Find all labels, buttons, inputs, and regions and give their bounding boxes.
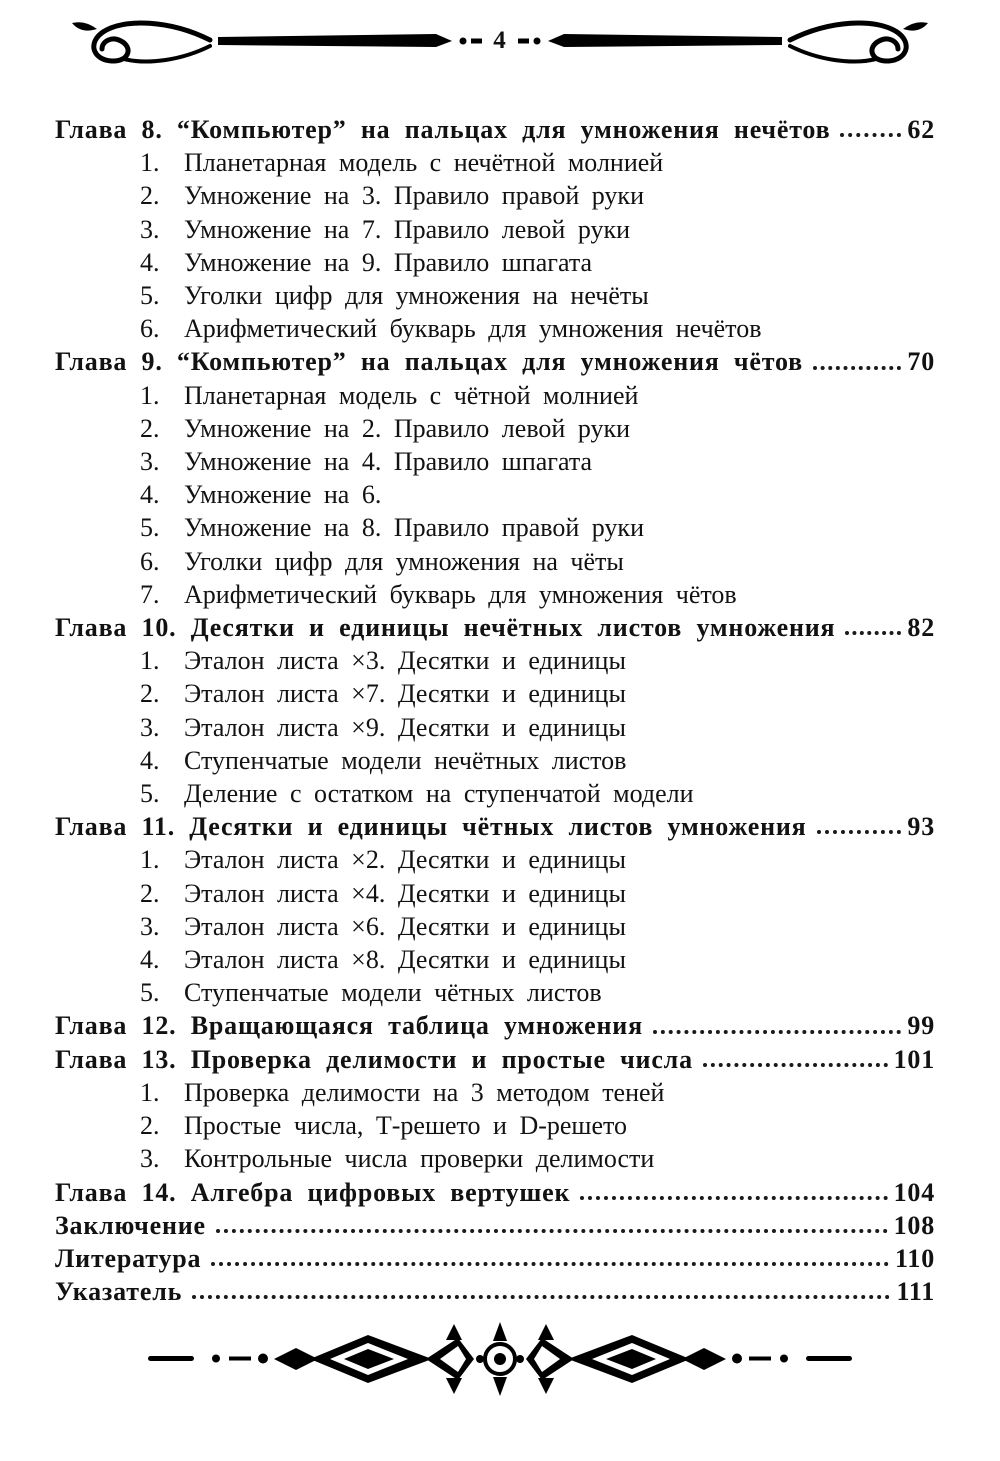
toc-item-number: 5.: [140, 513, 160, 543]
toc-item-row: [55, 1076, 935, 1109]
toc-entry-title: Деление с остатком на ступенчатой модели: [184, 779, 694, 809]
toc-item-number: 1.: [140, 845, 160, 875]
toc-entry-title: Простые числа, Т-решето и D-решето: [184, 1111, 628, 1141]
toc-item-number: 4.: [140, 480, 160, 510]
toc-item-row: [55, 146, 935, 179]
tailpiece-center: [485, 1322, 515, 1396]
toc-item-row: [55, 279, 935, 312]
toc-entry-title: Контрольные числа проверки делимости: [184, 1144, 655, 1174]
toc-item-row: [55, 976, 935, 1009]
dot-leader: [192, 1295, 890, 1299]
toc-chapter-row: [55, 1242, 935, 1275]
toc-item-number: 5.: [140, 978, 160, 1008]
toc-item-number: 3.: [140, 1144, 160, 1174]
toc-page-number: 104: [893, 1177, 935, 1207]
dot-leader: [580, 1196, 887, 1200]
dot-leader: [840, 133, 901, 137]
toc-item-row: [55, 644, 935, 677]
toc-chapter-row: [55, 1275, 935, 1308]
toc-entry-title: Умножение на 7. Правило левой руки: [184, 214, 631, 244]
toc-item-number: 2.: [140, 679, 160, 709]
page-footer: [0, 1318, 1000, 1408]
toc-entry-title: Эталон листа ×8. Десятки и единицы: [184, 945, 626, 975]
toc-item-number: 3.: [140, 214, 160, 244]
toc-item-number: 1.: [140, 1077, 160, 1107]
toc-page-number: 62: [907, 115, 935, 144]
toc-item-number: 3.: [140, 911, 160, 941]
toc-item-number: 3.: [140, 447, 160, 477]
toc-chapter-row: [55, 1176, 935, 1209]
toc-chapter-row: [55, 1009, 935, 1042]
toc-list: [55, 113, 935, 1308]
toc-entry-title: Умножение на 2. Правило левой руки: [184, 413, 631, 443]
toc-item-row: [55, 545, 935, 578]
toc-entry-title: Умножение на 3. Правило правой руки: [184, 181, 644, 211]
toc-page-number: 82: [907, 613, 935, 643]
toc-item-row: [55, 711, 935, 744]
toc-item-number: 5.: [140, 281, 160, 311]
toc-chapter-row: [55, 611, 935, 644]
toc-item-number: 4.: [140, 247, 160, 277]
toc-entry-title: Заключение: [55, 1210, 206, 1240]
toc-entry-title: Эталон листа ×4. Десятки и единицы: [184, 878, 626, 908]
toc-item-row: [55, 910, 935, 943]
toc-entry-title: Эталон листа ×9. Десятки и единицы: [184, 712, 626, 742]
toc-item-row: [55, 478, 935, 511]
toc-entry-title: Планетарная модель с чётной молнией: [184, 380, 639, 410]
toc-entry-title: Литература: [55, 1243, 202, 1273]
toc-item-row: [55, 246, 935, 279]
toc-entry-title: Глава 11. Десятки и единицы чётных листов умножения: [55, 812, 807, 842]
toc-entry-title: Указатель: [55, 1277, 183, 1307]
toc-entry-title: Умножение на 6.: [184, 480, 382, 510]
dot-leader: [845, 631, 901, 635]
toc-entry-title: Эталон листа ×3. Десятки и единицы: [184, 646, 626, 676]
toc-page-number: 101: [893, 1044, 935, 1074]
toc-item-row: [55, 445, 935, 478]
toc-entry-title: Ступенчатые модели нечётных листов: [184, 745, 627, 775]
toc-page-number: 110: [895, 1243, 935, 1273]
toc-chapter-row: [55, 810, 935, 843]
dot-leader: [703, 1063, 888, 1067]
toc-entry-title: Глава 9. “Компьютер” на пальцах для умножения чётов: [55, 347, 803, 377]
toc-item-row: [55, 179, 935, 212]
toc-entry-title: Эталон листа ×7. Десятки и единицы: [184, 679, 626, 709]
toc-entry-title: Уголки цифр для умножения на чёты: [184, 546, 624, 576]
toc-item-number: 5.: [140, 779, 160, 809]
toc-entry-title: Планетарная модель с нечётной молнией: [184, 148, 664, 178]
toc-item-row: [55, 312, 935, 345]
toc-entry-title: Глава 14. Алгебра цифровых вертушек: [55, 1177, 571, 1207]
toc-entry-title: Глава 8. “Компьютер” на пальцах для умножения нечётов: [55, 115, 831, 144]
toc-chapter-row: [55, 1209, 935, 1242]
toc-item-number: 3.: [140, 712, 160, 742]
dot-leader: [817, 830, 902, 834]
page-header: [0, 0, 1000, 80]
toc-chapter-row: [55, 1043, 935, 1076]
toc-item-number: 7.: [140, 579, 160, 609]
toc-item-number: 6.: [140, 314, 160, 344]
toc-entry-title: Глава 12. Вращающаяся таблица умножения: [55, 1011, 643, 1041]
toc-item-row: [55, 877, 935, 910]
dot-leader: [216, 1229, 888, 1233]
tailpiece-icon: [0, 1318, 1000, 1402]
toc-entry-title: Глава 10. Десятки и единицы нечётных листов умножения: [55, 613, 836, 643]
toc-item-number: 1.: [140, 148, 160, 178]
toc-entry-title: Умножение на 9. Правило шпагата: [184, 247, 593, 277]
toc-page-number: 70: [907, 347, 935, 377]
toc-page-number: 93: [907, 812, 935, 842]
toc-chapter-row: [55, 113, 935, 146]
toc-item-number: 6.: [140, 546, 160, 576]
toc-page-number: 111: [896, 1277, 935, 1307]
toc-item-number: 2.: [140, 181, 160, 211]
toc-item-row: [55, 744, 935, 777]
toc-item-number: 1.: [140, 380, 160, 410]
toc-item-number: 1.: [140, 646, 160, 676]
toc-item-number: 4.: [140, 745, 160, 775]
toc-item-row: [55, 511, 935, 544]
toc-entry-title: Умножение на 8. Правило правой руки: [184, 513, 644, 543]
toc-item-number: 4.: [140, 945, 160, 975]
toc-entry-title: Уголки цифр для умножения на нечёты: [184, 281, 649, 311]
toc-item-row: [55, 578, 935, 611]
toc-item-number: 2.: [140, 878, 160, 908]
toc-entry-title: Ступенчатые модели чётных листов: [184, 978, 602, 1008]
toc-item-row: [55, 1109, 935, 1142]
page-number: 4: [493, 27, 507, 54]
toc-page-number: 99: [907, 1011, 935, 1041]
toc-page-number: 108: [893, 1210, 935, 1240]
toc-entry-title: Арифметический букварь для умножения нечётов: [184, 314, 762, 344]
toc-item-row: [55, 379, 935, 412]
toc-item-row: [55, 1142, 935, 1175]
toc-entry-title: Умножение на 4. Правило шпагата: [184, 447, 593, 477]
toc-item-row: [55, 943, 935, 976]
toc-entry-title: Эталон листа ×2. Десятки и единицы: [184, 845, 626, 875]
toc-item-number: 2.: [140, 413, 160, 443]
toc-entry-title: Эталон листа ×6. Десятки и единицы: [184, 911, 626, 941]
toc-chapter-row: [55, 345, 935, 378]
toc-item-number: 2.: [140, 1111, 160, 1141]
toc-item-row: [55, 843, 935, 876]
toc-item-row: [55, 777, 935, 810]
toc-item-row: [55, 412, 935, 445]
toc-entry-title: Арифметический букварь для умножения чётов: [184, 579, 737, 609]
toc-item-row: [55, 213, 935, 246]
dot-leader: [653, 1030, 901, 1034]
dot-leader: [813, 366, 901, 370]
toc-item-row: [55, 677, 935, 710]
dot-leader: [211, 1262, 889, 1266]
toc-entry-title: Глава 13. Проверка делимости и простые числа: [55, 1044, 693, 1074]
toc-entry-title: Проверка делимости на 3 методом теней: [184, 1077, 665, 1107]
